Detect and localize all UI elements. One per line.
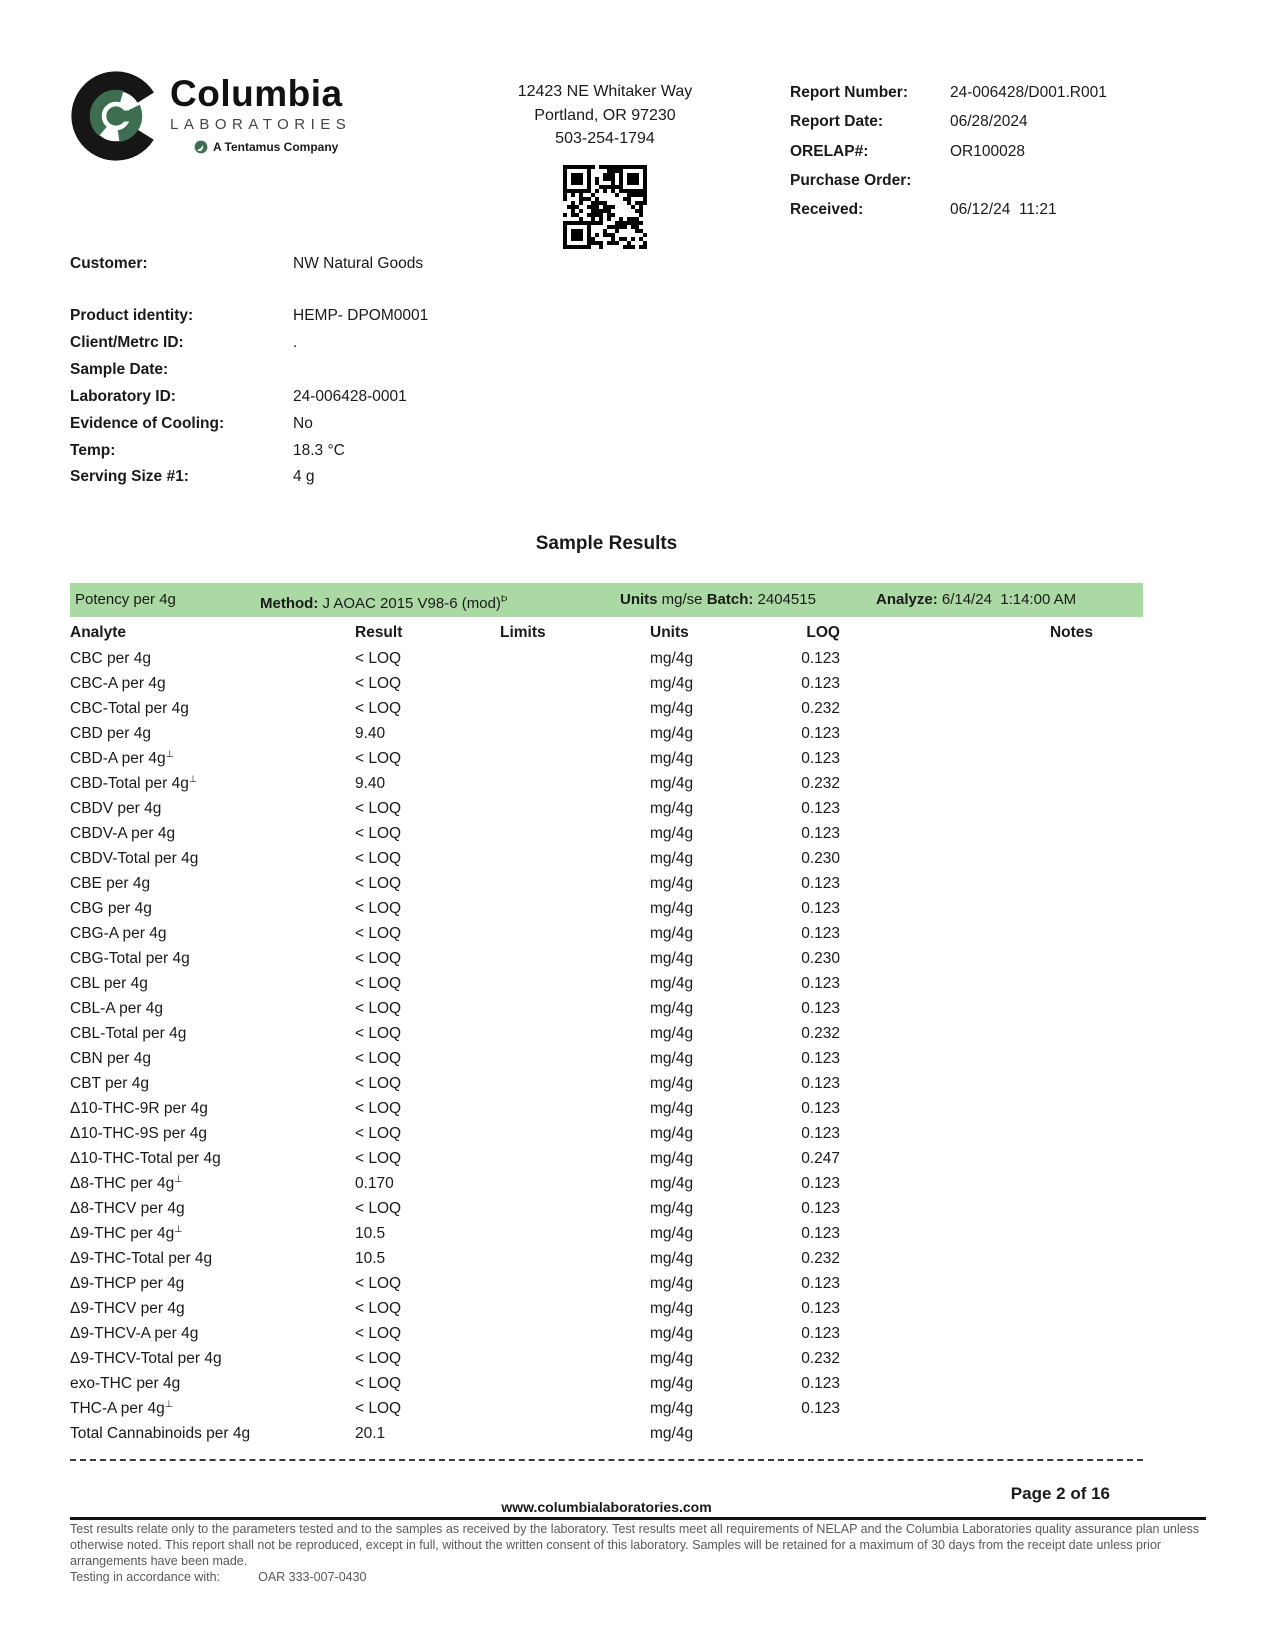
units-cell: mg/4g: [650, 1424, 694, 1442]
loq-cell: 0.123: [801, 1124, 840, 1142]
assay-name: Potency per 4g: [75, 591, 176, 608]
logo-text: [170, 70, 351, 154]
units-cell: mg/4g: [650, 674, 694, 692]
loq-cell: 0.230: [801, 949, 840, 967]
loq-cell: 0.123: [801, 1299, 840, 1317]
units-cell: mg/4g: [650, 699, 694, 717]
report-info-row: [790, 195, 1210, 224]
sample-info-row-value: 18.3 °C: [293, 441, 345, 459]
testing-value: OAR 333-007-0430: [258, 1570, 367, 1584]
units-cell: mg/4g: [650, 1224, 694, 1242]
units-cell: mg/4g: [650, 824, 694, 842]
brand-name: Columbia: [170, 73, 343, 114]
footnote-marker: ⊥: [188, 773, 198, 785]
col-limits: Limits: [500, 624, 546, 641]
table-row: [70, 1221, 1143, 1246]
result-cell: < LOQ: [355, 924, 402, 942]
table-row: [70, 1321, 1143, 1346]
result-cell: < LOQ: [355, 1349, 402, 1367]
results-table-header: [70, 622, 1143, 644]
analyte-cell: CBDV-A per 4g: [70, 824, 176, 842]
analyte-cell: CBG-A per 4g: [70, 924, 167, 942]
col-result: Result: [355, 624, 403, 641]
table-row: [70, 871, 1143, 896]
page-number: Page 2 of 16: [1010, 1484, 1110, 1503]
sample-info-row: [70, 411, 428, 438]
loq-cell: 0.123: [801, 1099, 840, 1117]
customer-value: NW Natural Goods: [293, 255, 424, 272]
result-cell: < LOQ: [355, 1399, 402, 1417]
footer-rule: [70, 1517, 1206, 1520]
dashed-divider: [70, 1459, 1143, 1461]
loq-cell: 0.123: [801, 874, 840, 892]
disclaimer-text: Test results relate only to the parameters tested and to the samples as received by the laboratory. Test results meet all requirements of NELAP and the Columbia Laboratories quality assurance plan unless otherwise noted. This report shall not be reproduced, except in full, without the written consent of this laboratory. Samples will be retained for a maximum of 30 days from the receipt date unless prior arrangements have been made.: [70, 1522, 1200, 1568]
loq-cell: 0.123: [801, 1074, 840, 1092]
units-cell: mg/4g: [650, 1299, 694, 1317]
analyte-cell: CBE per 4g: [70, 874, 151, 892]
sample-info-row-label: Client/Metrc ID:: [70, 333, 184, 351]
result-cell: < LOQ: [355, 874, 402, 892]
result-cell: < LOQ: [355, 1199, 402, 1217]
loq-cell: 0.123: [801, 1274, 840, 1292]
loq-cell: 0.123: [801, 999, 840, 1017]
sample-info-row-label: Laboratory ID:: [70, 387, 176, 405]
analyte-cell: Δ10-THC-9S per 4g: [70, 1124, 207, 1142]
units-cell: mg/4g: [650, 1174, 694, 1192]
analyte-cell: Δ9-THCV per 4g: [70, 1299, 185, 1317]
footnote-marker: ⊥: [174, 1173, 183, 1185]
result-cell: < LOQ: [355, 1024, 402, 1042]
units-cell: mg/4g: [650, 1149, 694, 1167]
units-cell: mg/4g: [650, 949, 694, 967]
result-cell: < LOQ: [355, 1324, 402, 1342]
units-cell: mg/4g: [650, 1374, 694, 1392]
assay-band: [70, 583, 1143, 617]
report-info-row-label: Received:: [790, 201, 864, 219]
units-cell: mg/4g: [650, 1399, 694, 1417]
units-cell: mg/4g: [650, 849, 694, 867]
analyte-cell: Δ8-THCV per 4g: [70, 1199, 185, 1217]
result-cell: < LOQ: [355, 1099, 402, 1117]
table-row: [70, 796, 1143, 821]
report-info-row: [790, 78, 1210, 107]
loq-cell: 0.123: [801, 649, 840, 667]
assay-method: [260, 583, 508, 621]
analyte-cell: Δ9-THC per 4g⊥: [70, 1223, 183, 1243]
result-cell: 0.170: [355, 1174, 394, 1192]
units-cell: mg/4g: [650, 1274, 694, 1292]
table-row: [70, 696, 1143, 721]
loq-cell: 0.123: [801, 1199, 840, 1217]
website-text: www.columbialaboratories.com: [501, 1499, 712, 1515]
sample-info-row-value: No: [293, 414, 313, 432]
section-title: Sample Results: [535, 533, 678, 554]
sample-info-row-value: .: [293, 333, 298, 351]
units-cell: mg/4g: [650, 724, 694, 742]
leaf-icon: [194, 140, 208, 154]
method-label: Method:: [260, 595, 319, 612]
sample-info-block: [70, 303, 428, 491]
batch-value: 2404515: [757, 591, 816, 608]
units-value: mg/se: [661, 591, 703, 608]
units-cell: mg/4g: [650, 999, 694, 1017]
table-row: [70, 746, 1143, 771]
analyte-cell: CBG per 4g: [70, 899, 152, 917]
report-info-row: [790, 107, 1210, 136]
table-row: [70, 846, 1143, 871]
units-cell: mg/4g: [650, 874, 694, 892]
sample-info-row-label: Product identity:: [70, 307, 194, 324]
units-cell: mg/4g: [650, 1199, 694, 1217]
table-row: [70, 896, 1143, 921]
footnote-marker: ⊥: [165, 748, 174, 760]
table-row: [70, 971, 1143, 996]
table-row: [70, 1421, 1143, 1446]
address-line-1: 12423 NE Whitaker Way: [517, 83, 693, 100]
loq-cell: 0.123: [801, 899, 840, 917]
units-cell: mg/4g: [650, 974, 694, 992]
col-loq: LOQ: [806, 624, 840, 641]
footnote-marker: ⊥: [174, 1223, 183, 1235]
sample-info-row: [70, 303, 428, 330]
units-cell: mg/4g: [650, 1324, 694, 1342]
analyze-value: 6/14/24 1:14:00 AM: [941, 591, 1077, 608]
report-info-row-label: Purchase Order:: [790, 171, 912, 189]
loq-cell: 0.232: [801, 1349, 840, 1367]
col-units: Units: [650, 624, 689, 641]
analyte-cell: Δ10-THC-Total per 4g: [70, 1149, 221, 1167]
sample-info-row-label: Serving Size #1:: [70, 468, 189, 486]
result-cell: < LOQ: [355, 1149, 402, 1167]
assay-analyze: [876, 583, 1076, 617]
sample-info-row-label: Sample Date:: [70, 360, 169, 378]
loq-cell: 0.123: [801, 1049, 840, 1067]
loq-cell: 0.232: [801, 774, 840, 792]
testing-label: Testing in accordance with:: [70, 1570, 221, 1584]
result-cell: < LOQ: [355, 1274, 402, 1292]
analyte-cell: Δ9-THC-Total per 4g: [70, 1249, 213, 1267]
analyte-cell: CBD per 4g: [70, 724, 151, 742]
result-cell: 9.40: [355, 724, 386, 742]
analyte-cell: CBT per 4g: [70, 1074, 149, 1092]
analyte-cell: THC-A per 4g⊥: [70, 1398, 174, 1418]
analyte-cell: Δ9-THCV-A per 4g: [70, 1324, 199, 1342]
table-row: [70, 1346, 1143, 1371]
analyte-cell: CBL per 4g: [70, 974, 148, 992]
customer-label: Customer:: [70, 255, 148, 272]
report-info-row-value: OR100028: [950, 142, 1025, 160]
units-label: Units: [620, 591, 658, 608]
report-info-row-label: ORELAP#:: [790, 142, 869, 160]
qr-code: [563, 165, 647, 249]
result-cell: < LOQ: [355, 974, 402, 992]
report-info-row-label: Report Date:: [790, 113, 884, 131]
result-cell: < LOQ: [355, 899, 402, 917]
units-cell: mg/4g: [650, 1099, 694, 1117]
analyte-cell: CBC-A per 4g: [70, 674, 166, 692]
address-line-2: Portland, OR 97230: [534, 106, 676, 124]
method-footnote: Þ: [500, 594, 508, 605]
tagline-text: A Tentamus Company: [213, 140, 339, 154]
result-cell: < LOQ: [355, 699, 402, 717]
units-cell: mg/4g: [650, 1124, 694, 1142]
lab-address-block: [450, 80, 760, 249]
method-value: J AOAC 2015 V98-6 (mod): [322, 595, 501, 612]
analyte-cell: CBL-A per 4g: [70, 999, 164, 1017]
sample-info-row: [70, 384, 428, 411]
table-row: [70, 1071, 1143, 1096]
loq-cell: 0.123: [801, 974, 840, 992]
result-cell: < LOQ: [355, 824, 402, 842]
analyte-cell: Δ9-THCP per 4g: [70, 1274, 185, 1292]
units-cell: mg/4g: [650, 1049, 694, 1067]
table-row: [70, 1246, 1143, 1271]
table-row: [70, 1171, 1143, 1196]
result-cell: < LOQ: [355, 999, 402, 1017]
units-cell: mg/4g: [650, 924, 694, 942]
analyte-cell: Total Cannabinoids per 4g: [70, 1424, 251, 1442]
analyte-cell: CBC-Total per 4g: [70, 699, 189, 717]
loq-cell: 0.123: [801, 1224, 840, 1242]
table-row: [70, 996, 1143, 1021]
table-row: [70, 721, 1143, 746]
loq-cell: 0.232: [801, 699, 840, 717]
units-cell: mg/4g: [650, 749, 694, 767]
loq-cell: 0.123: [801, 1174, 840, 1192]
result-cell: 10.5: [355, 1224, 386, 1242]
sample-info-row-label: Temp:: [70, 441, 116, 459]
analyte-cell: CBC per 4g: [70, 649, 151, 667]
loq-cell: 0.123: [801, 799, 840, 817]
result-cell: < LOQ: [355, 1049, 402, 1067]
table-row: [70, 1096, 1143, 1121]
analyte-cell: CBL-Total per 4g: [70, 1024, 187, 1042]
result-cell: < LOQ: [355, 949, 402, 967]
analyte-cell: CBN per 4g: [70, 1049, 151, 1067]
table-row: [70, 646, 1143, 671]
table-row: [70, 1021, 1143, 1046]
loq-cell: 0.123: [801, 749, 840, 767]
result-cell: 9.40: [355, 774, 386, 792]
results-table-body: [70, 646, 1143, 1446]
units-cell: mg/4g: [650, 774, 694, 792]
report-info-row: [790, 137, 1210, 166]
analyte-cell: Δ8-THC per 4g⊥: [70, 1173, 183, 1193]
table-row: [70, 921, 1143, 946]
result-cell: < LOQ: [355, 649, 402, 667]
units-cell: mg/4g: [650, 649, 694, 667]
table-row: [70, 1296, 1143, 1321]
company-logo: [70, 70, 351, 162]
units-cell: mg/4g: [650, 1024, 694, 1042]
result-cell: 10.5: [355, 1249, 386, 1267]
analyze-label: Analyze:: [876, 591, 938, 608]
units-cell: mg/4g: [650, 799, 694, 817]
col-notes: Notes: [1049, 624, 1094, 641]
table-row: [70, 771, 1143, 796]
columbia-logo-icon: [70, 70, 162, 162]
result-cell: < LOQ: [355, 749, 402, 767]
report-info-block: [790, 78, 1210, 224]
result-cell: < LOQ: [355, 799, 402, 817]
loq-cell: 0.123: [801, 1324, 840, 1342]
result-cell: < LOQ: [355, 674, 402, 692]
result-cell: < LOQ: [355, 1124, 402, 1142]
table-row: [70, 821, 1143, 846]
sample-info-row-value: HEMP- DPOM0001: [293, 307, 429, 324]
report-info-row-value: 06/12/24 11:21: [950, 201, 1057, 219]
table-row: [70, 1196, 1143, 1221]
testing-accordance: [70, 1570, 367, 1584]
loq-cell: 0.123: [801, 1374, 840, 1392]
table-row: [70, 1271, 1143, 1296]
brand-subtitle: LABORATORIES: [170, 116, 352, 133]
result-cell: < LOQ: [355, 849, 402, 867]
table-row: [70, 1146, 1143, 1171]
report-info-row-value: 24-006428/D001.R001: [950, 84, 1107, 101]
sample-info-row: [70, 357, 428, 384]
batch-label: Batch:: [706, 591, 754, 608]
table-row: [70, 671, 1143, 696]
result-cell: < LOQ: [355, 1299, 402, 1317]
loq-cell: 0.123: [801, 724, 840, 742]
col-analyte: Analyte: [70, 624, 126, 641]
analyte-cell: exo-THC per 4g: [70, 1374, 181, 1392]
loq-cell: 0.230: [801, 849, 840, 867]
sample-info-row: [70, 438, 428, 465]
units-cell: mg/4g: [650, 1074, 694, 1092]
units-cell: mg/4g: [650, 1349, 694, 1367]
analyte-cell: CBD-A per 4g⊥: [70, 748, 174, 768]
analyte-cell: CBG-Total per 4g: [70, 949, 190, 967]
loq-cell: 0.247: [801, 1149, 840, 1167]
assay-units-batch: [620, 583, 816, 617]
tentamus-tagline: [194, 140, 351, 154]
table-row: [70, 1121, 1143, 1146]
table-row: [70, 1046, 1143, 1071]
report-info-row: [790, 166, 1210, 195]
result-cell: < LOQ: [355, 1074, 402, 1092]
result-cell: < LOQ: [355, 1374, 402, 1392]
loq-cell: 0.123: [801, 924, 840, 942]
table-row: [70, 1396, 1143, 1421]
table-row: [70, 1371, 1143, 1396]
loq-cell: 0.232: [801, 1249, 840, 1267]
loq-cell: 0.123: [801, 1399, 840, 1417]
loq-cell: 0.123: [801, 824, 840, 842]
analyte-cell: CBDV per 4g: [70, 799, 162, 817]
analyte-cell: CBD-Total per 4g⊥: [70, 773, 198, 793]
units-cell: mg/4g: [650, 899, 694, 917]
customer-row: [70, 255, 423, 273]
report-info-row-value: 06/28/2024: [950, 113, 1028, 131]
table-row: [70, 946, 1143, 971]
loq-cell: 0.123: [801, 674, 840, 692]
analyte-cell: Δ9-THCV-Total per 4g: [70, 1349, 222, 1367]
analyte-cell: Δ10-THC-9R per 4g: [70, 1099, 208, 1117]
result-cell: 20.1: [355, 1424, 386, 1442]
loq-cell: 0.232: [801, 1024, 840, 1042]
units-cell: mg/4g: [650, 1249, 694, 1267]
sample-info-row-value: 24-006428-0001: [293, 387, 407, 405]
report-info-row-label: Report Number:: [790, 84, 908, 101]
sample-info-row-label: Evidence of Cooling:: [70, 414, 225, 432]
address-phone: 503-254-1794: [555, 130, 655, 147]
footnote-marker: ⊥: [164, 1398, 174, 1410]
sample-info-row: [70, 330, 428, 357]
sample-info-row-value: 4 g: [293, 468, 315, 486]
sample-info-row: [70, 464, 428, 491]
analyte-cell: CBDV-Total per 4g: [70, 849, 199, 867]
